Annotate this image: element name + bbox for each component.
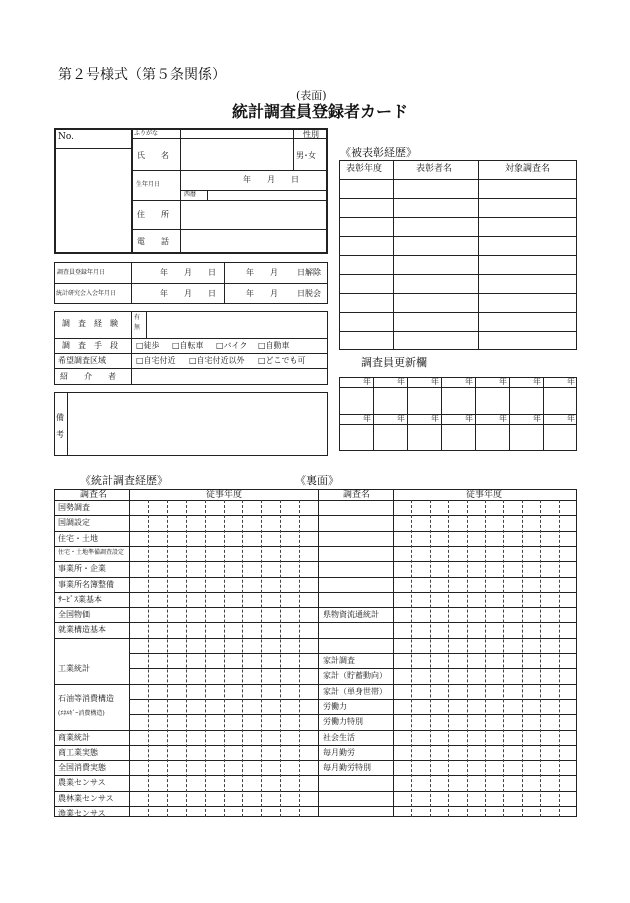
release-date: 年 月 — [246, 268, 278, 277]
renewal-year-label: 年 — [567, 377, 575, 386]
commendation-row-line — [339, 179, 577, 180]
renewal-year-label: 年 — [499, 414, 507, 423]
introducer-label: 紹 介 者 — [60, 372, 116, 381]
left-survey-name: 事業所名簿整備 — [58, 579, 114, 589]
sex-value: 男･女 — [296, 151, 316, 160]
renewal-year-label: 年 — [499, 377, 507, 386]
left-survey-name: 就業構造基本 — [58, 625, 106, 635]
era-label: 西暦 — [184, 191, 197, 198]
row-line — [54, 515, 129, 516]
year-divider — [148, 500, 149, 817]
left-survey-name: 事業所・企業 — [58, 564, 106, 574]
area-label: 希望調査区域 — [58, 356, 106, 365]
means-walk: □徒歩 — [136, 341, 160, 350]
row-line — [54, 684, 129, 685]
renewal-year-label: 年 — [363, 414, 371, 423]
form-number: 第２号様式（第５条関係） — [58, 67, 226, 83]
left-survey-name: 商工業実態 — [58, 747, 98, 757]
row-line — [54, 730, 129, 731]
right-survey-name: 毎月勤労 — [323, 747, 355, 757]
renewal-year-label: 年 — [397, 377, 405, 386]
left-survey-header: 調査名 — [80, 490, 108, 500]
society-join-label: 統計研究会入会年月日 — [56, 290, 117, 297]
left-survey-name: 住宅・土地準備調査設定 — [58, 548, 125, 556]
society-leave-label: 日脱会 — [297, 289, 321, 298]
means-label: 調 査 手 段 — [62, 341, 118, 350]
renewal-row-line — [339, 424, 577, 425]
commendation-row-line — [339, 255, 577, 256]
year-divider — [186, 500, 187, 817]
renewal-row-line — [339, 387, 577, 388]
right-survey-name: 家計（貯蓄動向） — [323, 671, 387, 681]
commendation-row-line — [339, 217, 577, 218]
year-divider — [242, 500, 243, 817]
year-divider — [540, 500, 541, 817]
renewal-year-label: 年 — [465, 377, 473, 386]
row-line — [54, 561, 129, 562]
experience-yes: 有 — [134, 314, 141, 321]
left-survey-name: 農業センサス — [58, 778, 106, 788]
year-divider — [411, 500, 412, 817]
experience-label: 調 査 経 験 — [62, 319, 118, 328]
card-number-label: No. — [58, 132, 74, 142]
birthdate-label: 生年月日 — [136, 181, 161, 188]
means-bicycle: □自転車 — [172, 341, 204, 350]
notes-label-2: 考 — [56, 430, 64, 439]
left-survey-name: 石油等消費構造 — [58, 694, 114, 704]
notes-box — [54, 392, 328, 456]
left-survey-name: ｻｰﾋﾞｽ業基本 — [58, 594, 102, 604]
commendation-survey-header: 対象調査名 — [505, 164, 551, 174]
address-label: 住 所 — [137, 210, 169, 219]
commendation-row-line — [339, 331, 577, 332]
row-line — [54, 607, 129, 608]
area-near-home: □自宅付近 — [136, 356, 176, 365]
left-survey-name: 工業統計 — [58, 663, 90, 673]
year-divider — [503, 500, 504, 817]
registration-date: 年 月 日 — [160, 268, 216, 277]
front-side-label: (表面) — [296, 89, 327, 102]
renewal-title: 調査員更新欄 — [361, 356, 427, 369]
left-survey-name: 住宅・土地 — [58, 533, 98, 543]
registration-date-label: 調査員登録年月日 — [57, 269, 106, 276]
survey-history-title: 《統計調査経歴》 — [80, 474, 168, 487]
commendation-name-header: 表彰者名 — [416, 164, 453, 174]
birthdate-value: 年 月 日 — [243, 175, 299, 184]
renewal-year-label: 年 — [567, 414, 575, 423]
right-survey-name: 労働力 — [323, 701, 347, 711]
left-survey-name: 国調設定 — [58, 518, 90, 528]
renewal-year-label: 年 — [431, 377, 439, 386]
year-divider — [485, 500, 486, 817]
left-years-header: 従事年度 — [206, 490, 243, 500]
commendation-row-line — [339, 312, 577, 313]
row-line — [54, 638, 129, 639]
renewal-year-label: 年 — [465, 414, 473, 423]
year-divider — [261, 500, 262, 817]
year-divider — [299, 500, 300, 817]
means-motorbike: □バイク — [216, 341, 248, 350]
year-divider — [167, 500, 168, 817]
left-survey-name: 漁業センサス — [58, 809, 106, 818]
row-line — [54, 791, 129, 792]
right-survey-name: 労働力特別 — [323, 717, 363, 727]
right-survey-name: 家計調査 — [323, 656, 355, 665]
year-divider — [430, 500, 431, 817]
left-survey-name: 全国物価 — [58, 610, 90, 620]
right-survey-name: 家計（単身世帯） — [323, 686, 387, 696]
left-survey-name: 全国消費実態 — [58, 763, 106, 773]
experience-no: 無 — [134, 324, 141, 331]
right-years-header: 従事年度 — [466, 490, 503, 500]
commendation-title: 《被表彰経歴》 — [340, 146, 417, 159]
right-survey-name: 社会生活 — [323, 732, 355, 742]
commendation-row-line — [339, 293, 577, 294]
left-survey-name: 国勢調査 — [58, 503, 90, 512]
row-line — [54, 531, 129, 532]
year-divider — [467, 500, 468, 817]
year-divider — [280, 500, 281, 817]
society-join-date: 年 月 日 — [160, 289, 216, 298]
row-line — [54, 546, 129, 547]
left-survey-name: 農林業センサス — [58, 793, 114, 803]
row-line — [54, 775, 129, 776]
col-line — [318, 489, 319, 817]
right-survey-name: 毎月勤労特別 — [323, 763, 371, 773]
renewal-year-label: 年 — [533, 377, 541, 386]
renewal-row-line — [339, 414, 577, 415]
left-survey-name: (ｴﾈﾙｷﾞｰ消費構造) — [58, 709, 105, 717]
means-car: □自動車 — [258, 341, 290, 350]
name-label: 氏 名 — [137, 151, 169, 160]
release-label: 日解除 — [297, 268, 321, 277]
area-other: □自宅付近以外 — [189, 356, 245, 365]
page-title: 統計調査員登録者カード — [232, 102, 409, 121]
sex-label: 性別 — [303, 130, 319, 139]
back-side-label: 《裏面》 — [295, 474, 339, 487]
row-line — [54, 806, 129, 807]
renewal-year-label: 年 — [533, 414, 541, 423]
notes-label-1: 備 — [56, 413, 64, 422]
col-line — [393, 489, 394, 817]
row-line — [54, 760, 129, 761]
right-survey-header: 調査名 — [343, 490, 371, 500]
left-survey-name: 商業統計 — [58, 732, 90, 742]
row-line — [54, 577, 129, 578]
society-leave-date: 年 月 — [246, 289, 278, 298]
year-divider — [224, 500, 225, 817]
col-line — [129, 489, 130, 817]
commendation-row-line — [339, 236, 577, 237]
renewal-year-label: 年 — [431, 414, 439, 423]
year-divider — [448, 500, 449, 817]
right-survey-name: 県物資流通統計 — [323, 610, 379, 620]
year-divider — [559, 500, 560, 817]
commendation-row-line — [339, 274, 577, 275]
furigana-label: ふりがな — [134, 130, 159, 137]
row-line — [54, 592, 129, 593]
renewal-year-label: 年 — [397, 414, 405, 423]
year-divider — [205, 500, 206, 817]
header-line — [54, 500, 577, 501]
row-line — [54, 622, 129, 623]
renewal-year-label: 年 — [363, 377, 371, 386]
year-divider — [522, 500, 523, 817]
area-anywhere: □どこでも可 — [258, 356, 306, 365]
phone-label: 電 話 — [137, 237, 169, 246]
commendation-row-line — [339, 198, 577, 199]
commendation-year-header: 表彰年度 — [346, 164, 383, 174]
row-line — [54, 745, 129, 746]
